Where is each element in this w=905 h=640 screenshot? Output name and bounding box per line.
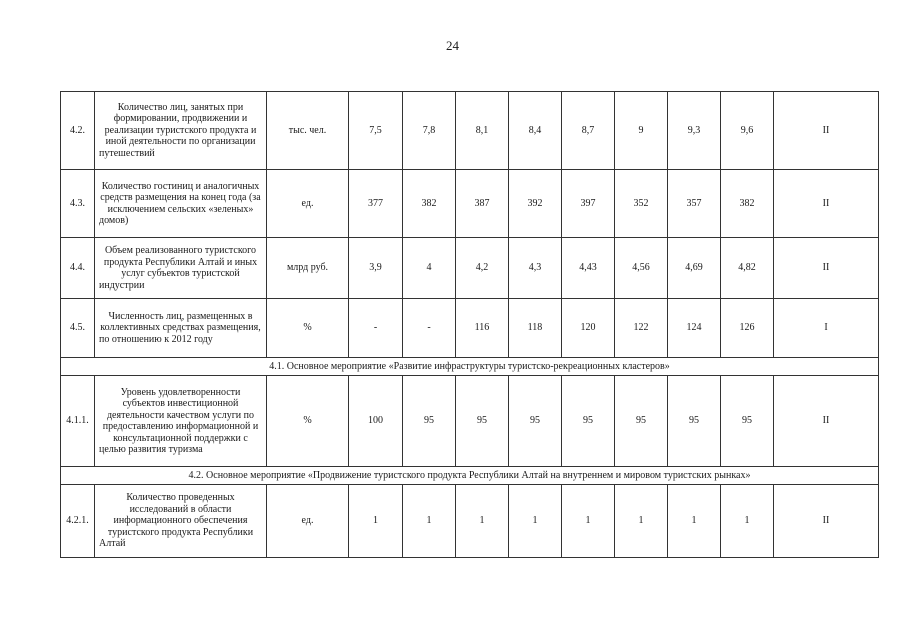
value-cell: 126: [721, 299, 774, 358]
value-cell: 124: [668, 299, 721, 358]
row-number: 4.1.1.: [61, 376, 95, 467]
row-number: 4.4.: [61, 238, 95, 299]
value-cell: 4: [403, 238, 456, 299]
value-cell: 7,5: [349, 92, 403, 170]
category-cell: I: [774, 299, 879, 358]
indicator-name: Количество лиц, занятых при формировании, продвижении и реализации туристского продукта и иной деятельности по организации путешествий: [95, 92, 267, 170]
value-cell: 95: [721, 376, 774, 467]
indicator-name: Количество гостиниц и аналогичных средств размещения на конец года (за исключением сельских «зеленых» домов): [95, 170, 267, 238]
value-cell: 7,8: [403, 92, 456, 170]
section-title: 4.1. Основное мероприятие «Развитие инфраструктуры туристско-рекреационных кластеров»: [61, 358, 879, 376]
section-row: [61, 358, 879, 376]
value-cell: 9: [615, 92, 668, 170]
unit-cell: %: [267, 299, 349, 358]
section-row: [61, 467, 879, 485]
indicator-name: Численность лиц, размещенных в коллективных средствах размещения, по отношению к 2012 году: [95, 299, 267, 358]
value-cell: 95: [562, 376, 615, 467]
value-cell: 392: [509, 170, 562, 238]
value-cell: 382: [403, 170, 456, 238]
row-number: 4.2.: [61, 92, 95, 170]
unit-cell: ед.: [267, 485, 349, 558]
value-cell: -: [349, 299, 403, 358]
value-cell: 100: [349, 376, 403, 467]
unit-cell: ед.: [267, 170, 349, 238]
row-number: 4.3.: [61, 170, 95, 238]
value-cell: 377: [349, 170, 403, 238]
unit-cell: %: [267, 376, 349, 467]
table-row: [61, 299, 879, 358]
value-cell: 387: [456, 170, 509, 238]
value-cell: 1: [349, 485, 403, 558]
value-cell: 9,3: [668, 92, 721, 170]
value-cell: 382: [721, 170, 774, 238]
value-cell: 116: [456, 299, 509, 358]
value-cell: 122: [615, 299, 668, 358]
value-cell: 397: [562, 170, 615, 238]
value-cell: 1: [403, 485, 456, 558]
value-cell: 1: [668, 485, 721, 558]
value-cell: 8,1: [456, 92, 509, 170]
value-cell: 1: [721, 485, 774, 558]
category-cell: II: [774, 238, 879, 299]
value-cell: 4,43: [562, 238, 615, 299]
value-cell: 118: [509, 299, 562, 358]
indicator-name: Уровень удовлетворенности субъектов инвестиционной деятельности качеством услуги по предоставлению информационной и консультационной поддержки с целью развития туризма: [95, 376, 267, 467]
value-cell: 4,82: [721, 238, 774, 299]
row-number: 4.5.: [61, 299, 95, 358]
indicators-table: [60, 91, 879, 558]
value-cell: 9,6: [721, 92, 774, 170]
category-cell: II: [774, 485, 879, 558]
value-cell: 3,9: [349, 238, 403, 299]
value-cell: 4,69: [668, 238, 721, 299]
category-cell: II: [774, 376, 879, 467]
section-title: 4.2. Основное мероприятие «Продвижение туристского продукта Республики Алтай на внутреннем и мировом туристских рынках»: [61, 467, 879, 485]
value-cell: 352: [615, 170, 668, 238]
value-cell: 4,3: [509, 238, 562, 299]
value-cell: 95: [456, 376, 509, 467]
value-cell: 1: [615, 485, 668, 558]
table-row: [61, 170, 879, 238]
value-cell: 4,56: [615, 238, 668, 299]
value-cell: 120: [562, 299, 615, 358]
category-cell: II: [774, 170, 879, 238]
table-row: [61, 92, 879, 170]
value-cell: 95: [403, 376, 456, 467]
value-cell: 8,7: [562, 92, 615, 170]
value-cell: 95: [615, 376, 668, 467]
table-row: [61, 485, 879, 558]
value-cell: 4,2: [456, 238, 509, 299]
value-cell: -: [403, 299, 456, 358]
indicator-name: Объем реализованного туристского продукта Республики Алтай и иных услуг субъектов туристской индустрии: [95, 238, 267, 299]
table-row: [61, 376, 879, 467]
table-row: [61, 238, 879, 299]
row-number: 4.2.1.: [61, 485, 95, 558]
value-cell: 1: [456, 485, 509, 558]
value-cell: 95: [509, 376, 562, 467]
value-cell: 1: [509, 485, 562, 558]
value-cell: 1: [562, 485, 615, 558]
category-cell: II: [774, 92, 879, 170]
value-cell: 8,4: [509, 92, 562, 170]
value-cell: 95: [668, 376, 721, 467]
indicator-name: Количество проведенных исследований в области информационного обеспечения туристского продукта Республики Алтай: [95, 485, 267, 558]
unit-cell: тыс. чел.: [267, 92, 349, 170]
unit-cell: млрд руб.: [267, 238, 349, 299]
page-number: 24: [446, 38, 459, 53]
value-cell: 357: [668, 170, 721, 238]
